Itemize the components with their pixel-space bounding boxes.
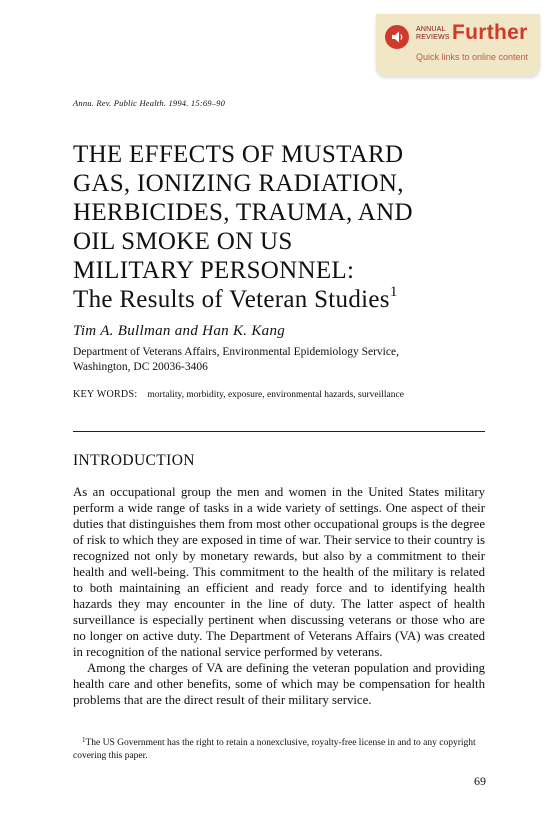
keywords-label: KEY WORDS: bbox=[73, 389, 138, 400]
badge-reviews: REVIEWS bbox=[416, 34, 450, 41]
title-subtitle-line bbox=[73, 285, 493, 314]
section-heading: INTRODUCTION bbox=[73, 452, 195, 469]
footnote bbox=[73, 737, 485, 763]
paragraph: As an occupational group the men and women in the United States military perform a wide range of tasks in a wide variety of settings. One aspect of their duties that distinguishes them from most other occupational groups is the degree of risk to which they are exposed in time of war. Their service to their country is recognized not only by monetary rewards, but also by a commitment to their health and well-being. This commitment to the health of the military is related to both maintaining an efficient and ready force and to identifying health hazards they may encounter in the line of duty. The latter aspect of health surveillance is especially pertinent when discussing veterans or those who are no longer on active duty. The Department of Veterans Affairs (VA) was created in recognition of the national service performed by veterans. bbox=[73, 485, 485, 659]
paragraph: Among the charges of VA are defining the veteran population and providing health care and other benefits, some of which may be compensation for health problems that are the direct result of their military service. bbox=[73, 661, 485, 707]
authors: Tim A. Bullman and Han K. Kang bbox=[73, 323, 286, 339]
body-text bbox=[73, 484, 485, 708]
footnote-marker: 1 bbox=[82, 736, 86, 744]
title-subtitle: The Results of Veteran Studies bbox=[73, 286, 390, 313]
affiliation-line: Washington, DC 20036-3406 bbox=[73, 361, 208, 373]
title-line: THE EFFECTS OF MUSTARD bbox=[73, 141, 404, 168]
journal-reference: Annu. Rev. Public Health. 1994. 15:69–90 bbox=[73, 98, 226, 108]
title-footnote-marker[interactable]: 1 bbox=[389, 284, 398, 300]
title-line: GAS, IONIZING RADIATION, bbox=[73, 170, 404, 197]
keywords bbox=[73, 389, 404, 400]
annual-reviews-further-badge[interactable] bbox=[376, 14, 540, 76]
article-title bbox=[73, 140, 493, 314]
keywords-values: mortality, morbidity, exposure, environmental hazards, surveillance bbox=[147, 390, 404, 400]
annual-reviews-logo-text bbox=[416, 26, 450, 42]
badge-annual: ANNUAL bbox=[416, 26, 446, 33]
badge-further-word: Further bbox=[452, 21, 528, 44]
affiliation bbox=[73, 345, 399, 375]
badge-subtitle[interactable]: Quick links to online content bbox=[416, 52, 529, 62]
section-divider bbox=[73, 431, 485, 432]
title-line: MILITARY PERSONNEL: bbox=[73, 257, 355, 284]
title-line: HERBICIDES, TRAUMA, AND bbox=[73, 199, 413, 226]
title-line: OIL SMOKE ON US bbox=[73, 228, 293, 255]
footnote-text: The US Government has the right to retain a nonexclusive, royalty-free license in and to any copyright covering this paper. bbox=[73, 738, 476, 761]
page-number: 69 bbox=[474, 774, 486, 788]
speaker-icon bbox=[385, 25, 409, 49]
affiliation-line: Department of Veterans Affairs, Environmental Epidemiology Service, bbox=[73, 346, 399, 358]
